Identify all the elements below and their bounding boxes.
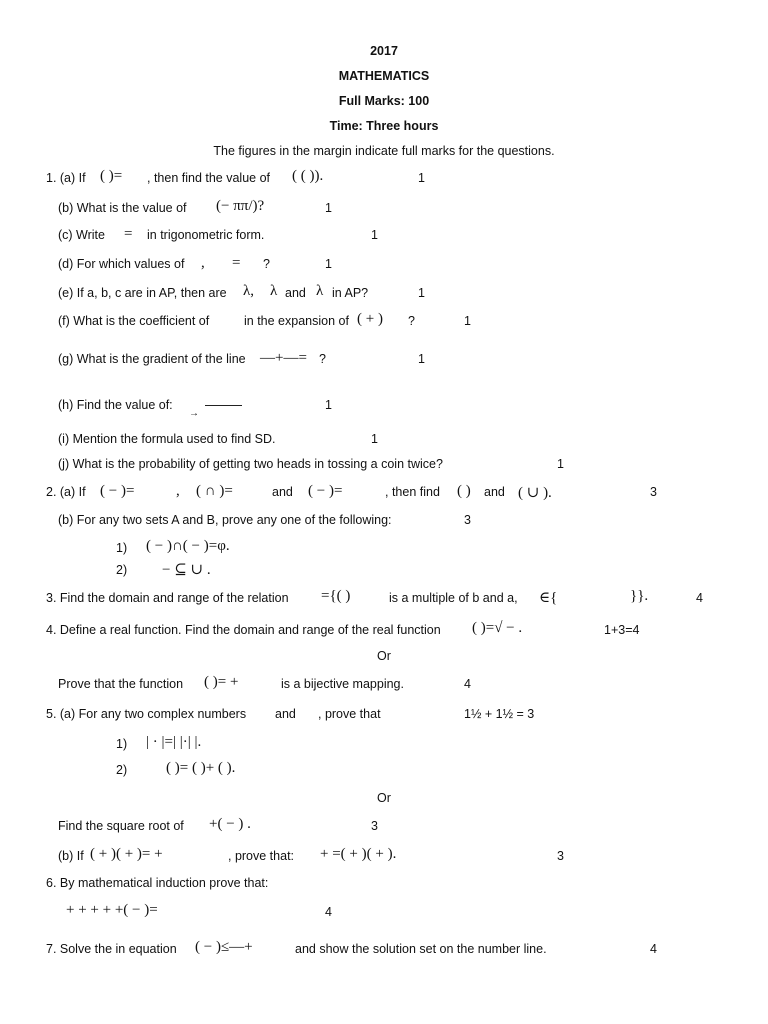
q1c-post: in trigonometric form.	[147, 228, 265, 242]
q1f-marks: 1	[464, 314, 471, 328]
q4-or: Or	[377, 649, 391, 663]
q5-alt-text: Find the square root of	[58, 819, 184, 833]
q7-formula: ( − )≤—+	[195, 939, 253, 955]
q5b-text: (b) If	[58, 849, 84, 863]
q2b-text: (b) For any two sets A and B, prove any one of the following:	[58, 513, 392, 527]
q2a-and-1: and	[272, 485, 293, 499]
q1d-marks: 1	[325, 257, 332, 271]
q3-marks: 4	[696, 591, 703, 605]
q1f-mid: in the expansion of	[244, 314, 349, 328]
q1c-marks: 1	[371, 228, 378, 242]
q1b-marks: 1	[325, 201, 332, 215]
q1h-arrow: →	[189, 408, 199, 419]
q4-alt-text: Prove that the function	[58, 677, 184, 691]
full-marks: Full Marks: 100	[338, 94, 430, 108]
q1f-formula: ( + )	[357, 311, 383, 327]
q1j-marks: 1	[557, 457, 564, 471]
q5a-text: 5. (a) For any two complex numbers	[46, 707, 247, 721]
q1a-formula-1: ( )=	[100, 168, 123, 184]
q1a-formula-2: ( ( )).	[292, 168, 324, 184]
q1a-marks: 1	[418, 171, 425, 185]
q1h-text: (h) Find the value of:	[58, 398, 173, 412]
q6-text: 6. By mathematical induction prove that:	[46, 876, 269, 890]
q3-text: 3. Find the domain and range of the relation	[46, 591, 289, 605]
q2b-item-1-label: 1)	[116, 541, 128, 555]
q5a-marks: 1½ + 1½ = 3	[464, 707, 535, 721]
q4-alt-formula: ( )= +	[204, 674, 239, 690]
q1b-text: (b) What is the value of	[58, 201, 187, 215]
q4-alt-marks: 4	[464, 677, 471, 691]
q2a-formula-3: ( ∩ )=	[196, 483, 233, 499]
q1e-text: (e) If a, b, c are in AP, then are	[58, 286, 227, 300]
q1i-text: (i) Mention the formula used to find SD.	[58, 432, 276, 446]
q1g-formula: —+—=	[260, 350, 307, 366]
q7-post: and show the solution set on the number line.	[295, 942, 547, 956]
q1g-marks: 1	[418, 352, 425, 366]
q2a-formula-5: ( )	[457, 483, 471, 499]
q4-marks: 1+3=4	[604, 623, 640, 637]
exam-year: 2017	[370, 44, 398, 58]
q5a-item-2-formula: ( )= ( )+ ( ).	[166, 760, 236, 776]
q1e-formula-2: λ	[270, 283, 278, 299]
q1e-and: and	[285, 286, 306, 300]
q1f-post: ?	[408, 314, 415, 328]
q1c-text: (c) Write	[58, 228, 105, 242]
q1e-marks: 1	[418, 286, 425, 300]
q2a-formula-1: ( − )=	[100, 483, 135, 499]
q5b-mid: , prove that:	[228, 849, 295, 863]
q5-alt-formula: +( − ) .	[209, 816, 251, 832]
q1d-post: ?	[263, 257, 270, 271]
q2a-formula-6: ( ∪ ).	[518, 485, 552, 501]
q4-formula: ( )=√ − .	[472, 620, 523, 636]
q7-marks: 4	[650, 942, 657, 956]
q5b-marks: 3	[557, 849, 564, 863]
q3-formula-2: ∈{	[539, 590, 558, 606]
q1g-post: ?	[319, 352, 326, 366]
q3-formula-3: }}.	[630, 588, 649, 604]
q1a-mid: , then find the value of	[147, 171, 271, 185]
q3-mid: is a multiple of b and a,	[389, 591, 518, 605]
q1e-formula-1: λ,	[243, 283, 255, 299]
q2a-formula-4: ( − )=	[308, 483, 343, 499]
q2b-item-1-formula: ( − )∩( − )=φ.	[146, 538, 230, 554]
q7-text: 7. Solve the in equation	[46, 942, 177, 956]
q4-text: 4. Define a real function. Find the domain and range of the real function	[46, 623, 441, 637]
q1j-text: (j) What is the probability of getting two heads in tossing a coin twice?	[58, 457, 443, 471]
q4-alt-post: is a bijective mapping.	[281, 677, 404, 691]
q1f-text: (f) What is the coefficient of	[58, 314, 210, 328]
q1e-post: in AP?	[332, 286, 369, 300]
q1b-formula: (− ππ/)?	[216, 198, 265, 214]
exam-time: Time: Three hours	[329, 119, 439, 133]
q2a-text: 2. (a) If	[46, 485, 86, 499]
q1d-formula-2: =	[232, 255, 241, 271]
q5a-post: , prove that	[318, 707, 381, 721]
q5a-item-1-label: 1)	[116, 737, 128, 751]
q1c-formula: =	[124, 226, 133, 242]
q2b-marks: 3	[464, 513, 471, 527]
instructions-note: The figures in the margin indicate full marks for the questions.	[213, 144, 555, 158]
q2a-marks: 3	[650, 485, 657, 499]
q1h-fraction-bar	[205, 405, 242, 406]
q1e-formula-3: λ	[316, 283, 324, 299]
q1d-formula-1: ,	[201, 255, 205, 271]
q2a-and-2: and	[484, 485, 505, 499]
q5-alt-marks: 3	[371, 819, 378, 833]
q5b-formula-2: + =( + )( + ).	[320, 846, 397, 862]
q6-marks: 4	[325, 905, 332, 919]
q1a-text: 1. (a) If	[46, 171, 86, 185]
q1g-text: (g) What is the gradient of the line	[58, 352, 246, 366]
q1h-marks: 1	[325, 398, 332, 412]
q5a-item-1-formula: | · |=| |·| |.	[146, 734, 202, 750]
q1d-text: (d) For which values of	[58, 257, 185, 271]
q5-or: Or	[377, 791, 391, 805]
q3-formula-1: ={( )	[321, 588, 351, 604]
exam-subject: MATHEMATICS	[338, 69, 430, 83]
q5b-formula-1: ( + )( + )= +	[90, 846, 163, 862]
q1i-marks: 1	[371, 432, 378, 446]
q5a-item-2-label: 2)	[116, 763, 128, 777]
q6-formula: + + + + +( − )=	[66, 902, 158, 918]
q2b-item-2-formula: − ⊆ ∪ .	[162, 562, 211, 578]
q5a-and: and	[275, 707, 296, 721]
q2b-item-2-label: 2)	[116, 563, 128, 577]
q2a-formula-2: ,	[176, 483, 180, 499]
q2a-mid: , then find	[385, 485, 440, 499]
